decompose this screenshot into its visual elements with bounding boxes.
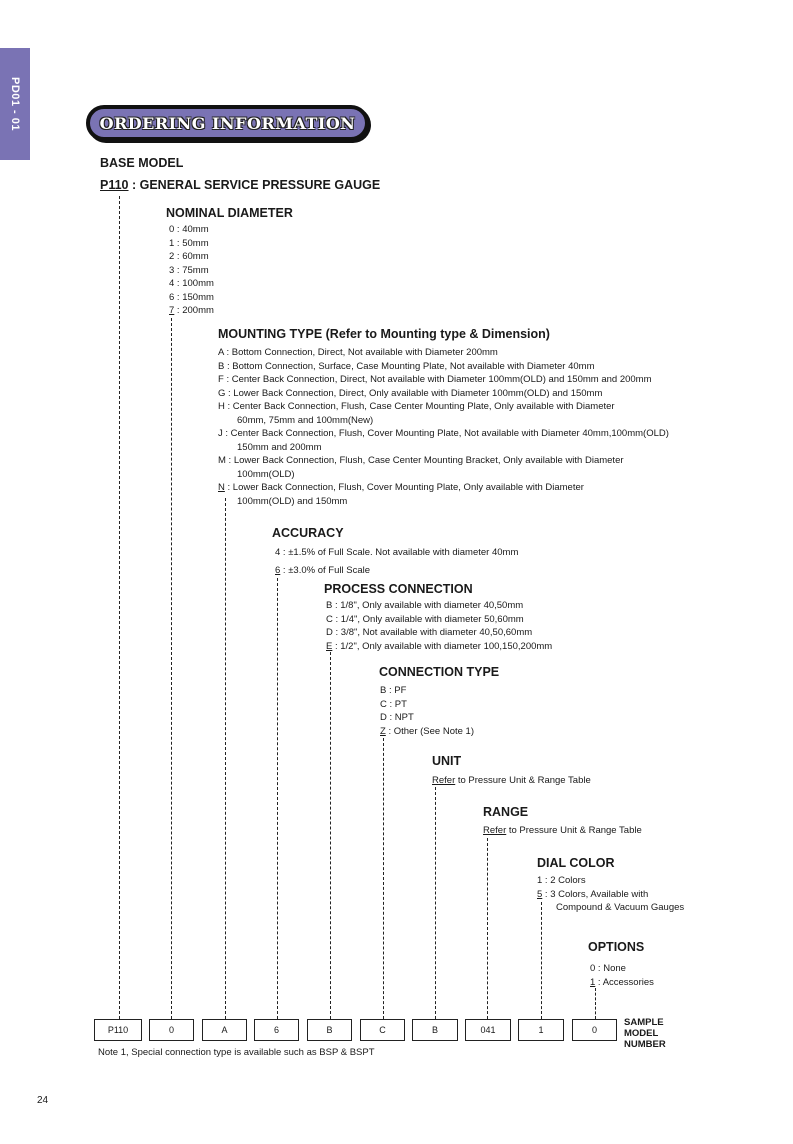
sample-box-dial-color: 1 [518, 1019, 564, 1041]
list-item: B : Bottom Connection, Surface, Case Mounting Plate, Not available with Diameter 40mm [218, 360, 595, 372]
list-item: 1 : 50mm [169, 237, 209, 249]
nominal-diameter-list [169, 223, 214, 318]
range-heading: RANGE [483, 805, 529, 819]
section-tab [0, 48, 30, 160]
list-item: 4 : ±1.5% of Full Scale. Not available with diameter 40mm [275, 547, 519, 558]
list-item: 0 : None [590, 963, 626, 974]
sample-box-base-model: P110 [94, 1019, 142, 1041]
footnote: Note 1, Special connection type is available such as BSP & BSPT [98, 1047, 375, 1058]
base-model-line [100, 178, 380, 192]
list-item: Z : Other (See Note 1) [380, 725, 474, 737]
mounting-type-list [218, 346, 669, 508]
list-item: 4 : 100mm [169, 278, 214, 289]
connection-type-list [380, 684, 474, 738]
sample-box-accuracy: 6 [254, 1019, 299, 1041]
connection-type-heading: CONNECTION TYPE [379, 665, 500, 679]
sample-box-options: 0 [572, 1019, 617, 1041]
accuracy-list [275, 544, 518, 580]
list-item: B : 1/8", Only available with diameter 40,50mm [326, 600, 524, 611]
options-heading: OPTIONS [588, 940, 645, 954]
list-item: D : NPT [380, 712, 414, 723]
connector-line-base-model [119, 196, 120, 1019]
unit-heading: UNIT [432, 754, 462, 768]
list-item: B : PF [380, 685, 407, 696]
connector-line-dial-color [541, 902, 542, 1019]
list-item-continuation: 60mm, 75mm and 100mm(New) [237, 414, 374, 426]
list-item: J : Center Back Connection, Flush, Cover Mounting Plate, Not available with Diameter 40mm,100mm(OLD) [218, 428, 669, 439]
list-item: 0 : 40mm [169, 224, 209, 235]
list-item: A : Bottom Connection, Direct, Not available with Diameter 200mm [218, 347, 498, 358]
list-item: D : 3/8", Not available with diameter 40,50,60mm [326, 627, 533, 638]
base-model-description: : GENERAL SERVICE PRESSURE GAUGE [128, 178, 381, 192]
list-item: 7 : 200mm [169, 305, 214, 316]
list-item: 3 : 75mm [169, 264, 209, 276]
sample-box-nominal-diameter: 0 [149, 1019, 194, 1041]
process-connection-list [326, 599, 552, 653]
connector-line-mounting-type [225, 498, 226, 1019]
list-item: M : Lower Back Connection, Flush, Case Center Mounting Bracket, Only available with Diameter [218, 455, 624, 466]
base-model-heading: BASE MODEL [100, 156, 184, 170]
sample-box-connection-type: C [360, 1019, 405, 1041]
connector-line-unit [435, 787, 436, 1019]
list-item-continuation: Compound & Vacuum Gauges [556, 902, 685, 913]
list-item: 2 : 60mm [169, 251, 209, 262]
list-item: G : Lower Back Connection, Direct, Only available with Diameter 100mm(OLD) and 150mm [218, 387, 603, 399]
connector-line-nominal-diameter [171, 318, 172, 1019]
page-number: 24 [37, 1095, 49, 1106]
process-connection-heading: PROCESS CONNECTION [324, 582, 473, 596]
base-model-code: P110 [100, 178, 129, 192]
list-item: 1 : Accessories [590, 976, 654, 988]
banner-title: ORDERING INFORMATION [99, 113, 356, 133]
list-item: 6 : ±3.0% of Full Scale [275, 565, 370, 576]
options-list [590, 962, 654, 989]
sample-box-range: 041 [465, 1019, 511, 1041]
section-tab-label: PD01 - 01 [9, 76, 21, 132]
accuracy-heading: ACCURACY [272, 526, 344, 540]
list-item: 5 : 3 Colors, Available with [537, 888, 649, 900]
list-item: E : 1/2", Only available with diameter 100,150,200mm [326, 640, 553, 652]
dial-color-heading: DIAL COLOR [537, 856, 615, 870]
connector-line-accuracy [277, 578, 278, 1019]
list-item: C : PT [380, 698, 407, 710]
mounting-type-heading: MOUNTING TYPE (Refer to Mounting type & Dimension) [218, 327, 550, 341]
connector-line-options [595, 988, 596, 1019]
list-item-continuation: 150mm and 200mm [237, 441, 322, 453]
list-item-continuation: 100mm(OLD) [237, 468, 295, 480]
sample-model-number-label: SAMPLE MODEL NUMBER [624, 1017, 666, 1050]
connector-line-range [487, 838, 488, 1019]
sample-box-mounting-type: A [202, 1019, 247, 1041]
connector-line-connection-type [383, 738, 384, 1019]
list-item-continuation: 100mm(OLD) and 150mm [237, 495, 348, 507]
dial-color-list [537, 874, 684, 915]
sample-box-process-connection: B [307, 1019, 352, 1041]
unit-note: Refer to Pressure Unit & Range Table [432, 775, 591, 786]
list-item: F : Center Back Connection, Direct, Not available with Diameter 100mm(OLD) and 150mm and 200mm [218, 374, 652, 385]
list-item: 1 : 2 Colors [537, 875, 586, 886]
list-item: N : Lower Back Connection, Flush, Cover Mounting Plate, Only available with Diameter [218, 482, 584, 493]
list-item: 6 : 150mm [169, 291, 214, 303]
list-item: H : Center Back Connection, Flush, Case Center Mounting Plate, Only available with Diameter [218, 401, 615, 412]
ordering-information-banner [86, 105, 369, 141]
sample-box-unit: B [412, 1019, 458, 1041]
nominal-diameter-heading: NOMINAL DIAMETER [166, 206, 293, 220]
range-note: Refer to Pressure Unit & Range Table [483, 825, 642, 836]
connector-line-process-connection [330, 652, 331, 1019]
list-item: C : 1/4", Only available with diameter 50,60mm [326, 613, 524, 625]
